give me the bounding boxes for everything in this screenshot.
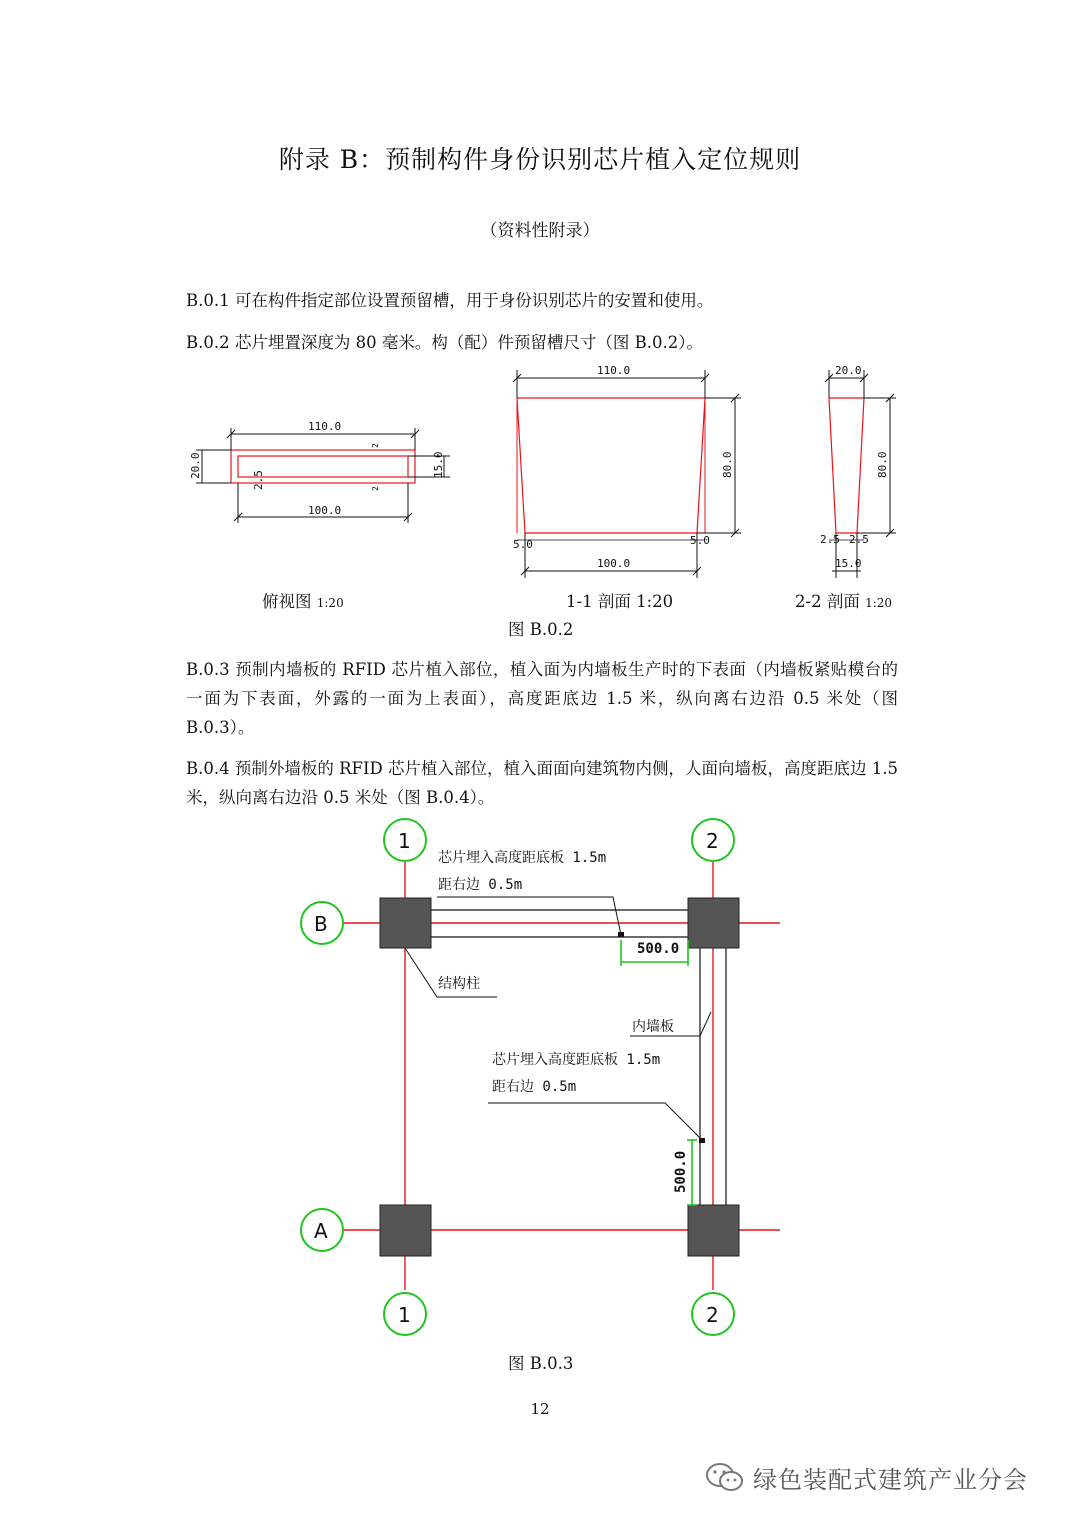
chip-marker-side (699, 1138, 705, 1143)
column-a1 (380, 1205, 431, 1256)
page-number: 12 (530, 1400, 550, 1418)
section-1-height: 80.0 (721, 451, 734, 478)
watermark (705, 1457, 1055, 1497)
section-1-top: 110.0 (597, 364, 631, 377)
page-subtitle: （资料性附录） (480, 221, 600, 241)
axis-label-1-bottom: 1 (398, 1303, 411, 1327)
axis-label-2-top: 2 (706, 829, 719, 853)
note-side-line2: 距右边 0.5m (492, 1079, 577, 1095)
section-2-height: 80.0 (876, 451, 889, 478)
section-1-label: 1-1 剖面 (566, 592, 631, 611)
structural-columns (380, 898, 739, 1256)
wechat-icon (705, 1461, 745, 1493)
top-view-outer-width: 20.0 (189, 452, 202, 479)
page-title: 附录 B：预制构件身份识别芯片植入定位规则 (278, 145, 802, 174)
column-a2 (688, 1205, 739, 1256)
column-b2 (688, 898, 739, 948)
section-1-left: 5.0 (513, 538, 533, 551)
figure-b03-caption: 图 B.0.3 (508, 1354, 574, 1373)
leader-chip-side (488, 1103, 702, 1140)
section-2-bottom: 15.0 (835, 557, 862, 570)
axis-label-b: B (314, 912, 328, 936)
note-top-line1: 芯片埋入高度距底板 1.5m (438, 850, 607, 866)
paragraph-b01: B.0.1 可在构件指定部位设置预留槽，用于身份识别芯片的安置和使用。 (186, 291, 714, 310)
note-top-line2: 距右边 0.5m (438, 877, 523, 893)
top-view-gap-top: 2 (371, 443, 380, 448)
top-view-scale: 1:20 (316, 596, 344, 610)
top-view-inner-length: 100.0 (308, 504, 342, 517)
figure-b02-caption: 图 B.0.2 (508, 620, 574, 639)
paragraph-b02: B.0.2 芯片埋置深度为 80 毫米。构（配）件预留槽尺寸（图 B.0.2）。 (186, 333, 703, 352)
top-view-offset: 2.5 (252, 470, 265, 490)
axis-bubbles (301, 819, 734, 1335)
section-2-top: 20.0 (835, 364, 862, 377)
axis-label-2-bottom: 2 (706, 1303, 719, 1327)
axis-label-1-top: 1 (398, 829, 411, 853)
top-view-label: 俯视图 (262, 592, 312, 611)
leader-chip-top (437, 897, 621, 935)
column-b1 (380, 898, 431, 948)
section-2-left: 2.5 (820, 533, 840, 546)
panel-label: 内墙板 (632, 1019, 674, 1035)
paragraph-b04: B.0.4 预制外墙板的 RFID 芯片植入部位，植入面面向建筑物内侧，人面向墙板，高度距底边 1.5 米，纵向离右边沿 0.5 米处（图 B.0.4）。 (186, 759, 898, 807)
section-2-right: 2.5 (849, 533, 869, 546)
dim-horizontal-500: 500.0 (637, 941, 680, 957)
watermark-text: 绿色装配式建筑产业分会 (753, 1465, 1028, 1494)
paragraph-b03: B.0.3 预制内墙板的 RFID 芯片植入部位，植入面为内墙板生产时的下表面（内墙板紧贴模台的一面为下表面，外露的一面为上表面），高度距底边 1.5 米，纵向离右边沿 0.5 米处（图 B.0.3）。 (186, 660, 898, 737)
section-2-scale: 1:20 (865, 596, 893, 610)
section-1-bottom: 100.0 (597, 557, 631, 570)
chip-marker-top (618, 932, 624, 937)
column-label: 结构柱 (438, 976, 480, 992)
section-2-label: 2-2 剖面 (795, 592, 860, 611)
axis-label-a: A (314, 1219, 328, 1243)
note-side-line1: 芯片埋入高度距底板 1.5m (492, 1052, 661, 1068)
section-1-scale: 1:20 (636, 592, 674, 611)
top-view-gap-bottom: 2 (371, 486, 380, 491)
top-view-inner-width: 15.0 (432, 451, 445, 478)
dim-vertical-500: 500.0 (673, 1150, 689, 1193)
section-1-right: 5.0 (690, 534, 710, 547)
top-view-outer-length: 110.0 (308, 420, 342, 433)
